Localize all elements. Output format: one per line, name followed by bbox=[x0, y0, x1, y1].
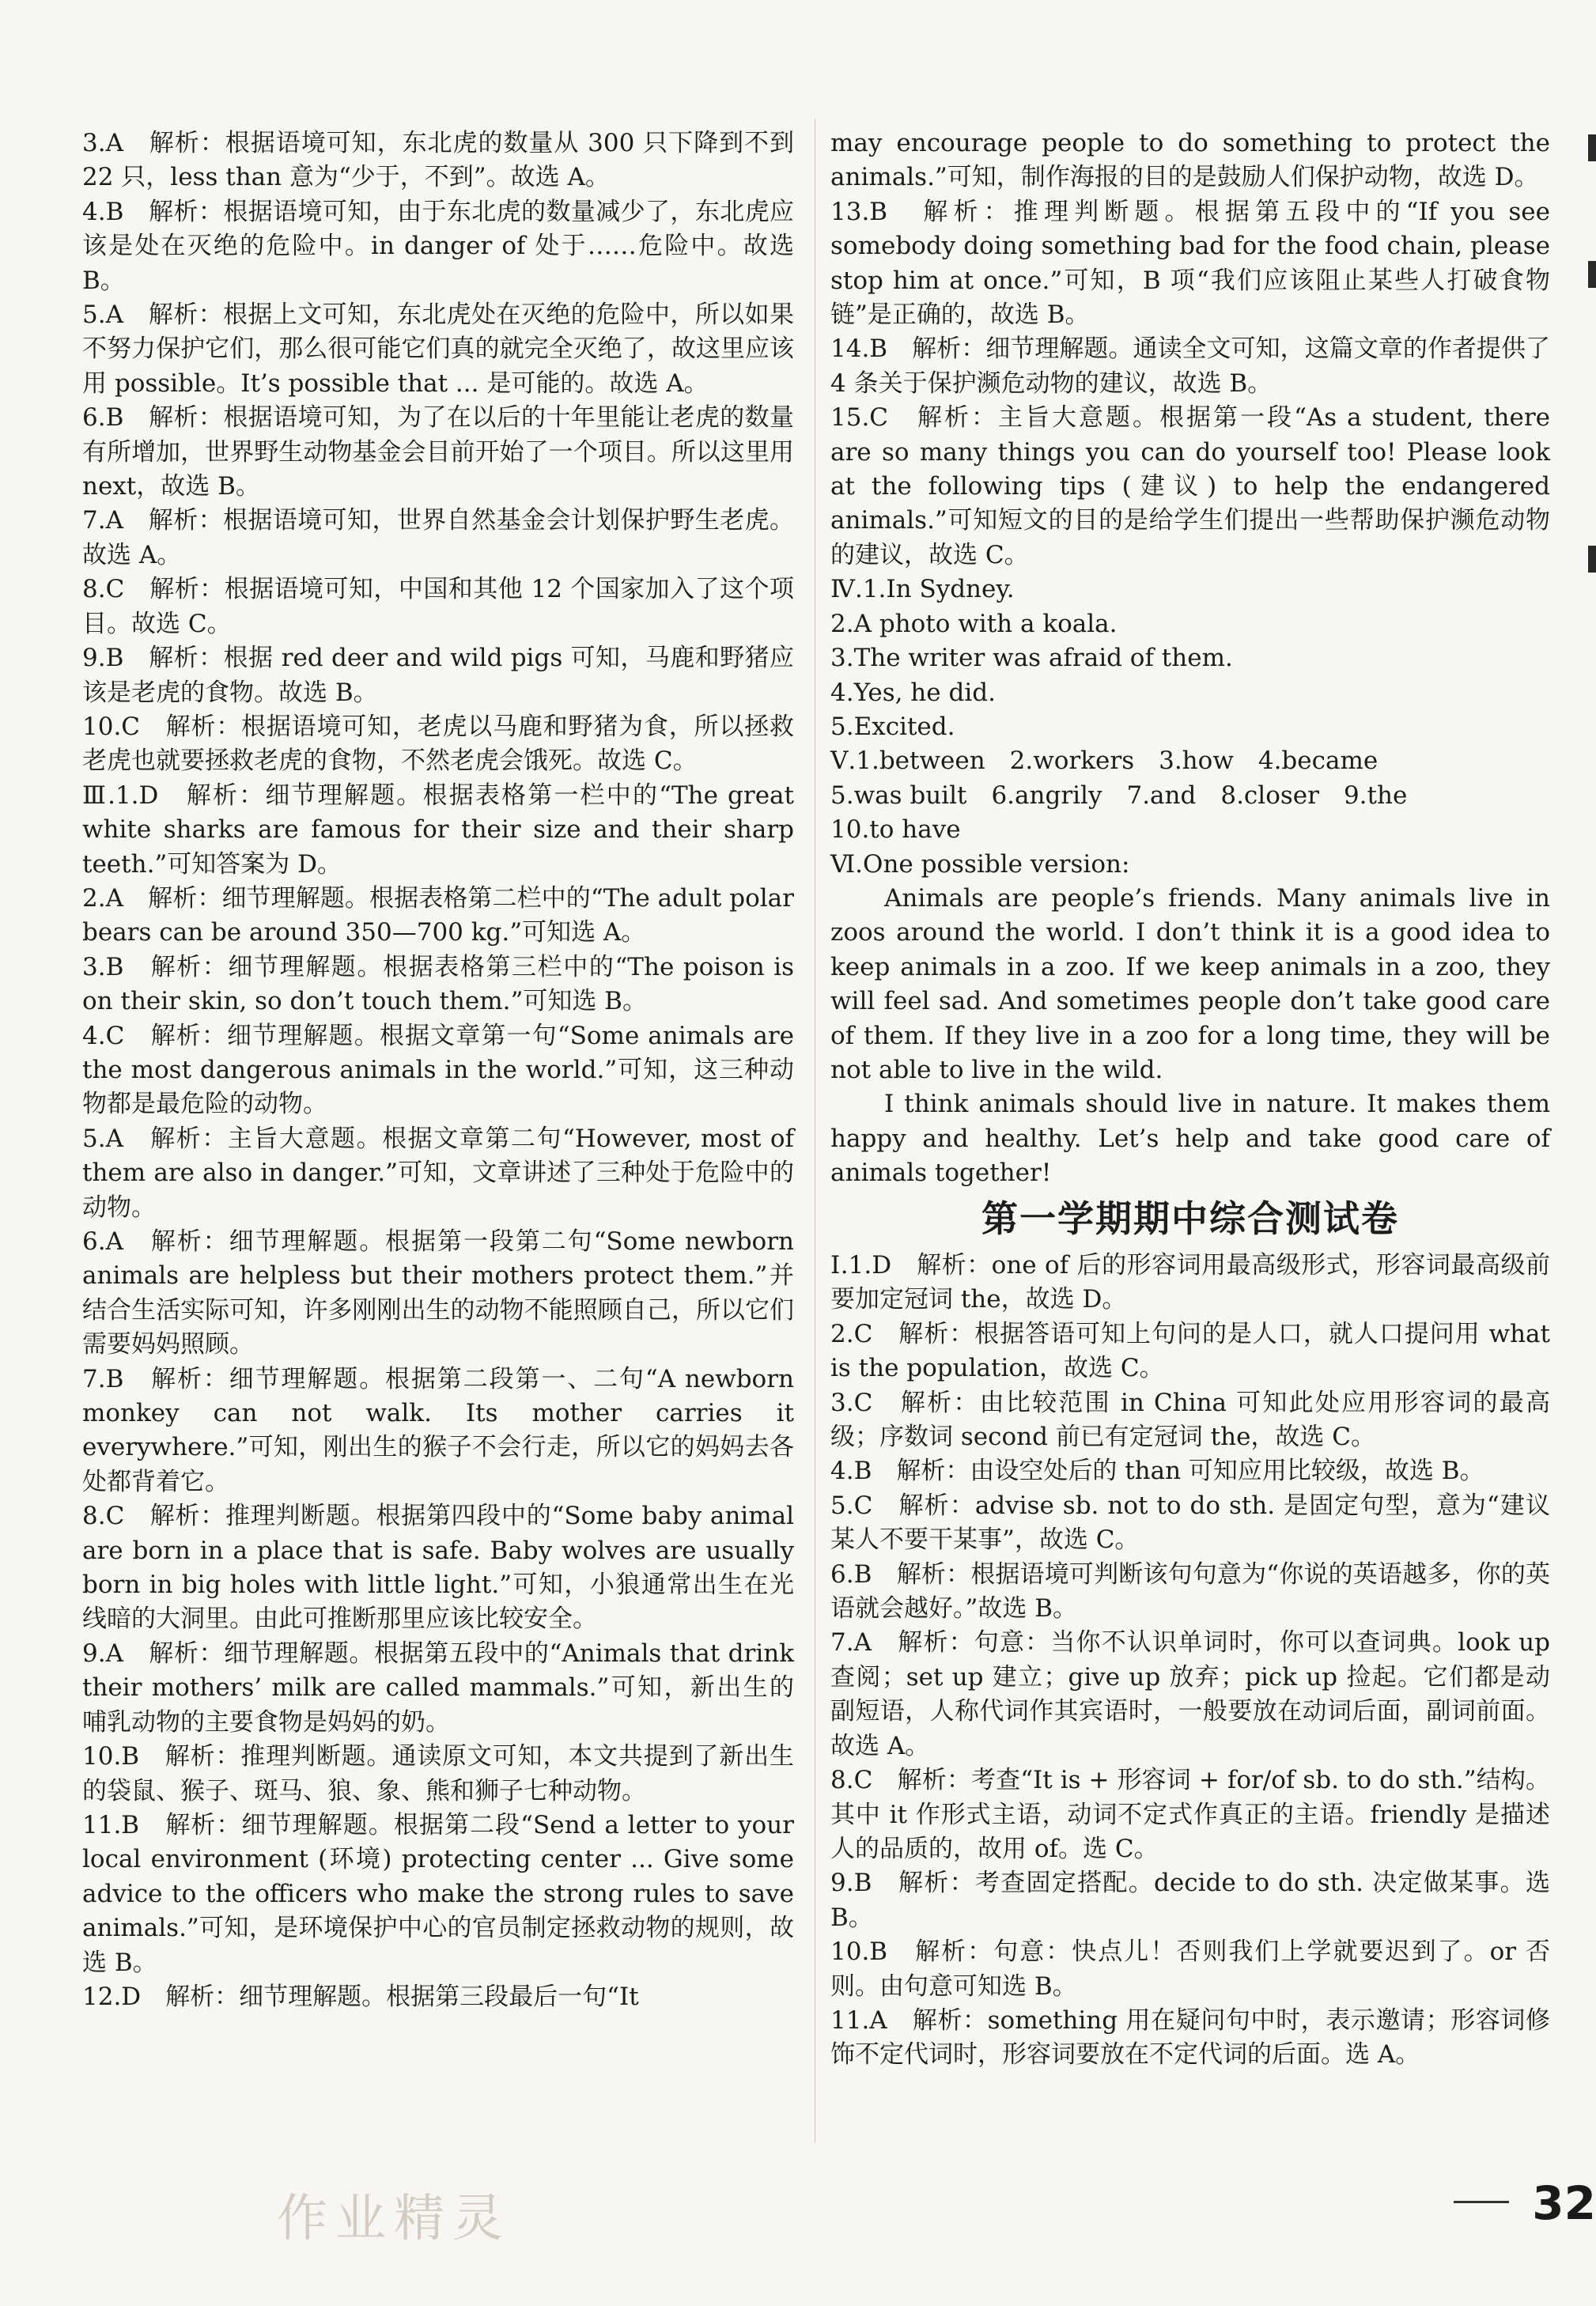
answer-item: 3.B 解析：细节理解题。根据表格第三栏中的“The poison is on their skin, so don’t touch them.”可知选 B。 bbox=[82, 952, 794, 1016]
answer-item: 8.C 解析：推理判断题。根据第四段中的“Some baby animal are born in a place that is safe. Baby wolves are usually born in big holes with little light.”可知，小狼通常出生在光线暗的大洞里。由此可推断那里应该比较安全。 bbox=[82, 1502, 794, 1634]
answer-item: 7.A 解析：句意：当你不认识单词时，你可以查词典。look up 查阅；set up 建立；give up 放弃；pick up 捡起。它们都是动副短语，人称代词作其宾语时，一般要放在动词后面，副词前面。故选 A。 bbox=[830, 1628, 1550, 1760]
answer-item: 13.B 解析：推理判断题。根据第五段中的“If you see somebody doing something bad for the food chain, please stop him at once.”可知，B 项“我们应该阻止某些人打破食物链”是正确的，故选 B。 bbox=[830, 197, 1550, 330]
answer-item: 10.B 解析：推理判断题。通读原文可知，本文共提到了新出生的袋鼠、猴子、斑马、狼、象、熊和狮子七种动物。 bbox=[82, 1742, 794, 1805]
answer-item: 8.C 解析：考查“It is + 形容词 + for/of sb. to do sth.”结构。其中 it 作形式主语，动词不定式作真正的主语。friendly 是描述人的品质的，故用 of。选 C。 bbox=[830, 1766, 1550, 1863]
answer-item: 2.A 解析：细节理解题。根据表格第二栏中的“The adult polar bears can be around 350—700 kg.”可知选 A。 bbox=[82, 883, 794, 947]
answer-item: Ⅴ.1.between 2.workers 3.how 4.became bbox=[830, 747, 1379, 776]
answer-item: 9.B 解析：根据 red deer and wild pigs 可知，马鹿和野猪应该是老虎的食物。故选 B。 bbox=[82, 644, 794, 707]
answer-item: 3.A 解析：根据语境可知，东北虎的数量从 300 只下降到不到 22 只，less than 意为“少于，不到”。故选 A。 bbox=[82, 129, 794, 192]
page-number-dash bbox=[1454, 2201, 1509, 2203]
answer-item: 4.C 解析：细节理解题。根据文章第一句“Some animals are the most dangerous animals in the world.”可知，这三种动物都是最危险的动物。 bbox=[82, 1021, 794, 1119]
edge-tab bbox=[1588, 546, 1596, 573]
sample-essay bbox=[830, 882, 1550, 1191]
answer-item: 5.A 解析：根据上文可知，东北虎处在灭绝的危险中，所以如果不努力保护它们，那么很可能它们真的就完全灭绝了，故这里应该用 possible。It’s possible that ... 是可能的。故选 A。 bbox=[82, 301, 794, 398]
answer-item: 6.B 解析：根据语境可知，为了在以后的十年里能让老虎的数量有所增加，世界野生动物基金会目前开始了一个项目。所以这里用 next，故选 B。 bbox=[82, 403, 794, 501]
answer-item: 12.D 解析：细节理解题。根据第三段最后一句“It bbox=[82, 1982, 639, 2011]
answer-item: 7.B 解析：细节理解题。根据第二段第一、二句“A newborn monkey can not walk. Its mother carries it everywhere.”可知，刚出生的猴子不会行走，所以它的妈妈去各处都背着它。 bbox=[82, 1364, 794, 1496]
answer-item: 6.B 解析：根据语境可判断该句句意为“你说的英语越多，你的英语就会越好。”故选 B。 bbox=[830, 1559, 1550, 1624]
answer-item: 3.The writer was afraid of them. bbox=[830, 644, 1233, 673]
answer-item: 11.A 解析：something 用在疑问句中时，表示邀请；形容词修饰不定代词时，形容词要放在不定代词的后面。选 A。 bbox=[830, 2005, 1550, 2070]
page-number: 32 bbox=[1532, 2176, 1596, 2230]
answer-item: Ⅵ.One possible version: bbox=[830, 849, 1130, 879]
answer-item: 10.B 解析：句意：快点儿！否则我们上学就要迟到了。or 否则。由句意可知选 B。 bbox=[830, 1937, 1550, 2001]
answer-item: 3.C 解析：由比较范围 in China 可知此处应用形容词的最高级；序数词 second 前已有定冠词 the，故选 C。 bbox=[830, 1388, 1550, 1452]
edge-tab bbox=[1588, 261, 1596, 288]
answer-item: 2.A photo with a koala. bbox=[830, 609, 1118, 638]
answer-item: 10.C 解析：根据语境可知，老虎以马鹿和野猪为食，所以拯救老虎也就要拯救老虎的食物，不然老虎会饿死。故选 C。 bbox=[82, 712, 794, 776]
answer-item: 4.Yes, he did. bbox=[830, 678, 996, 707]
answer-item: Ⅳ.1.In Sydney. bbox=[830, 575, 1015, 604]
answer-item: 10.to have bbox=[830, 815, 961, 845]
answer-item: 11.B 解析：细节理解题。根据第二段“Send a letter to your local environment (环境) protecting center ... Give some advice to the officers who make the strong rules to save animals.”可知，是环境保护中心的官员制定拯救动物的规则，故选 B。 bbox=[82, 1810, 794, 1977]
answer-item: 4.B 解析：根据语境可知，由于东北虎的数量减少了，东北虎应该是处在灭绝的危险中。in danger of 处于……危险中。故选 B。 bbox=[82, 197, 794, 295]
answer-item: 6.A 解析：细节理解题。根据第一段第二句“Some newborn animals are helpless but their mothers protect them.”并结合生活实际可知，许多刚刚出生的动物不能照顾自己，所以它们需要妈妈照顾。 bbox=[82, 1227, 794, 1359]
answer-item: 14.B 解析：细节理解题。通读全文可知，这篇文章的作者提供了 4 条关于保护濒危动物的建议，故选 B。 bbox=[830, 335, 1551, 398]
edge-tab bbox=[1588, 134, 1596, 161]
answer-item: 4.B 解析：由设空处后的 than 可知应用比较级，故选 B。 bbox=[830, 1457, 1484, 1486]
right-column bbox=[830, 127, 1550, 2073]
left-column bbox=[82, 127, 794, 2014]
answer-item: 9.A 解析：细节理解题。根据第五段中的“Animals that drink their mothers’ milk are called mammals.”可知，新出生的哺乳动物的主要食物是妈妈的奶。 bbox=[82, 1639, 794, 1737]
answer-item: 7.A 解析：根据语境可知，世界自然基金会计划保护野生老虎。故选 A。 bbox=[82, 506, 794, 569]
answer-item: 9.B 解析：考查固定搭配。decide to do sth. 决定做某事。选 B。 bbox=[830, 1869, 1550, 1932]
answer-item: 5.was built 6.angrily 7.and 8.closer 9.the bbox=[830, 781, 1408, 810]
answer-item: 5.Excited. bbox=[830, 712, 955, 741]
answer-item: may encourage people to do something to protect the animals.”可知，制作海报的目的是鼓励人们保护动物，故选 D。 bbox=[830, 129, 1550, 192]
answer-item: 5.A 解析：主旨大意题。根据文章第二句“However, most of them are also in danger.”可知，文章讲述了三种处于危险中的动物。 bbox=[82, 1124, 794, 1222]
watermark: 作业精灵 bbox=[277, 2190, 511, 2248]
essay-paragraph: I think animals should live in nature. It makes them happy and healthy. Let’s help and take good care of animals together! bbox=[830, 1090, 1550, 1188]
answer-item: 8.C 解析：根据语境可知，中国和其他 12 个国家加入了这个项目。故选 C。 bbox=[82, 575, 794, 638]
answer-item: Ⅰ.1.D 解析：one of 后的形容词用最高级形式，形容词最高级前要加定冠词 the，故选 D。 bbox=[830, 1251, 1550, 1314]
answer-item: Ⅲ.1.D 解析：细节理解题。根据表格第一栏中的“The great white sharks are famous for their size and their sharp teeth.”可知答案为 D。 bbox=[82, 781, 794, 879]
section-title: 第一学期期中综合测试卷 bbox=[981, 1196, 1399, 1240]
answer-item: 5.C 解析：advise sb. not to do sth. 是固定句型，意为“建议某人不要干某事”，故选 C。 bbox=[830, 1491, 1550, 1555]
answer-item: 15.C 解析：主旨大意题。根据第一段“As a student, there are so many things you can do yourself too! Please look at the following tips (建议) to help the endangered animals.”可知短文的目的是给学生们提出一些帮助保护濒危动物的建议，故选 C。 bbox=[830, 403, 1550, 569]
answer-item: 2.C 解析：根据答语可知上句问的是人口，就人口提问用 what is the population，故选 C。 bbox=[830, 1319, 1550, 1383]
essay-paragraph: Animals are people’s friends. Many animals live in zoos around the world. I don’t think it is a good idea to keep animals in a zoo. If we keep animals in a zoo, they will feel sad. And sometimes people don’t take good care of them. If they live in a zoo for a long time, they will be not able to live in the wild. bbox=[830, 883, 1550, 1084]
